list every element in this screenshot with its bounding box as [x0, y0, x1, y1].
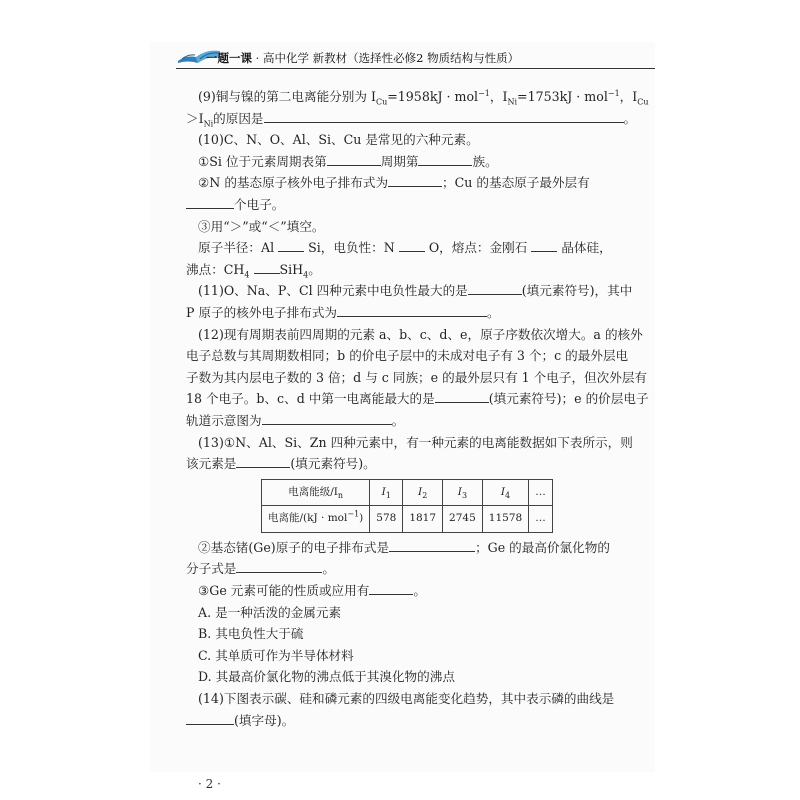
- table-value-i3: 2745: [443, 506, 483, 533]
- q10-cu-electrons-blank[interactable]: [186, 195, 234, 209]
- q10-s4a: 原子半径：Al: [198, 240, 275, 256]
- q13-s3b: 。: [413, 583, 426, 599]
- q9-line2: $>I_{Ni}$的原因是 。: [186, 110, 637, 129]
- i1-sub: 1: [385, 490, 391, 500]
- q13-s2d: 。: [322, 561, 335, 577]
- q9-sub-cu: Cu: [375, 97, 388, 107]
- table-header-i4: [482, 479, 528, 506]
- header-book-title: 高中化学 新教材（选择性必修2 物质结构与性质）: [262, 51, 520, 65]
- q10-s5b: SiH: [279, 261, 304, 277]
- table-header-i2: [403, 479, 443, 506]
- i2-sub: 2: [422, 490, 428, 500]
- book-page: [150, 42, 655, 791]
- q13-l1: (13)①N、Al、Si、Zn 四种元素中，有一种元素的电离能数据如下表所示，则: [198, 434, 633, 450]
- q10-s4d: 晶体硅，: [561, 240, 612, 256]
- q10-s1: [186, 151, 655, 173]
- q13-properties-blank[interactable]: [369, 581, 413, 595]
- q9-text: (9)铜与镍的第二电离能分别为 I: [198, 89, 376, 104]
- q11-d: 。: [487, 304, 500, 320]
- table-row: [262, 479, 553, 506]
- table-label-sub: n: [337, 490, 344, 500]
- q10-s1b: 周期第: [380, 153, 419, 169]
- table-value-i1: 578: [370, 506, 403, 533]
- q13-formula-blank[interactable]: [236, 559, 322, 573]
- i2-symbol: I: [418, 485, 423, 498]
- q9-value-ni: =1753kJ · mol: [517, 89, 608, 104]
- table-header-i3: [443, 479, 483, 506]
- q13-option-a: A. 是一种活泼的金属元素: [198, 604, 342, 620]
- q14-l2: [186, 710, 655, 732]
- q11-line2: [186, 302, 655, 324]
- q10-s2: [186, 172, 655, 194]
- q11-p-config-blank[interactable]: [337, 303, 487, 317]
- q12-l3: 子数为其内层电子数的 3 倍；d 与 c 同族；e 的最外层只有 1 个电子，但次外层有: [186, 369, 648, 385]
- table-value-ellipsis: …: [529, 506, 553, 533]
- q12-l5b: 。: [391, 412, 405, 428]
- q14-l1: (14)下图表示碳、硅和磷元素的四级电离能变化趋势，其中表示磷的曲线是: [198, 691, 615, 707]
- q13-ge-config-blank[interactable]: [389, 538, 475, 552]
- i3-symbol: I: [457, 485, 462, 498]
- q14-l2-text: (填字母)。: [234, 712, 295, 728]
- q13-s2: [186, 537, 655, 559]
- page-number: · 2 ·: [198, 777, 221, 791]
- q9-line1: [186, 86, 655, 108]
- q11-a: (11)O、Na、P、Cl 四种元素中电负性最大的是: [198, 283, 468, 299]
- i4-sub: 4: [505, 490, 511, 500]
- question-content: [186, 86, 655, 731]
- q12-l1: (12)现有周期表前四周期的元素 a、b、c、d、e，原子序数依次增大。a 的核外: [198, 326, 643, 342]
- q9-sub-cu2: Cu: [637, 97, 649, 107]
- q9-sup2: −1: [607, 88, 620, 98]
- q9-tail: ，I: [619, 89, 638, 104]
- table-value-label: [262, 506, 370, 533]
- q12-l4a: 18 个电子。b、c、d 中第一电离能最大的是: [186, 391, 435, 407]
- value-label-text: 电离能/(kJ · mol: [268, 512, 348, 525]
- q10-group-blank[interactable]: [418, 152, 472, 166]
- q10-s5a: 沸点：CH: [186, 261, 245, 277]
- value-label-sup: −1: [347, 509, 360, 519]
- table-row: [262, 506, 553, 533]
- q13-s3a: ③Ge 元素可能的性质或应用有: [198, 583, 370, 599]
- q12-l5a: 轨道示意图为: [186, 412, 262, 428]
- q11-b: (填元素符号)，其中: [521, 283, 633, 299]
- q10-intro: (10)C、N、O、Al、Si、Cu 是常见的六种元素。: [198, 132, 479, 148]
- q9-reason: 的原因是: [213, 110, 264, 126]
- q9-compare: ＞I: [186, 110, 204, 126]
- q12-l4: [186, 388, 655, 410]
- q10-s3: ③用“＞”或“＜”填空。: [198, 218, 325, 234]
- q10-s2b: ；Cu 的基态原子最外层有: [442, 175, 590, 191]
- q13-element-blank[interactable]: [236, 454, 290, 468]
- q10-s1c: 族。: [472, 153, 498, 169]
- i1-symbol: I: [381, 485, 386, 498]
- value-label-end: ): [359, 512, 364, 525]
- q10-electronegativity-blank[interactable]: [399, 238, 425, 252]
- q10-n-config-blank[interactable]: [388, 173, 442, 187]
- q10-boiling-blank[interactable]: [254, 260, 280, 274]
- q10-s4: [186, 237, 655, 259]
- q10-s5c: 。: [308, 261, 321, 277]
- i3-sub: 3: [461, 490, 468, 500]
- q13-s2a: ②基态锗(Ge)原子的电子排布式是: [198, 539, 390, 555]
- header-series: 一题一课: [206, 51, 252, 65]
- q11-line1: [186, 280, 655, 302]
- q9-answer-blank[interactable]: [264, 109, 624, 123]
- q10-radius-blank[interactable]: [278, 238, 304, 252]
- q13-option-c: C. 其单质可作为半导体材料: [198, 647, 354, 663]
- q10-s4c: O，熔点：金刚石: [428, 240, 528, 256]
- q13-l2: [186, 453, 655, 475]
- q10-s5sub2: 4: [303, 270, 309, 280]
- q12-l4b: (填元素符号)；e 的价层电子: [488, 391, 649, 407]
- q11-electronegativity-blank[interactable]: [468, 281, 522, 295]
- i4-symbol: I: [500, 485, 506, 498]
- q14-curve-blank[interactable]: [186, 711, 234, 725]
- q13-s2b: ；Ge 的最高价氯化物的: [475, 539, 610, 555]
- q11-c: P 原子的核外电子排布式为: [186, 304, 338, 320]
- q10-s4b: Si，电负性：N: [308, 240, 395, 256]
- table-header-ellipsis: …: [529, 479, 553, 506]
- q13-s2-cont: [186, 558, 655, 580]
- q10-s2-cont: [186, 194, 655, 216]
- q10-s2c: 个电子。: [234, 196, 285, 212]
- q9-sup1: −1: [478, 88, 490, 98]
- q13-option-d: D. 其最高价氯化物的沸点低于其溴化物的沸点: [198, 669, 455, 685]
- page-header: [150, 42, 655, 70]
- q13-l2b: (填元素符号)。: [290, 456, 376, 472]
- header-title: 一题一课 · 高中化学 新教材（选择性必修2 物质结构与性质）: [206, 51, 520, 65]
- q12-l5: [186, 410, 655, 432]
- header-rule: [176, 68, 655, 69]
- q10-s1a: ①Si 位于元素周期表第: [198, 153, 327, 169]
- q12-l2: 电子总数与其周期数相同；b 的价电子层中的未成对电子有 3 个；c 的最外层电: [186, 348, 629, 364]
- q13-s2c: 分子式是: [186, 561, 237, 577]
- q9-value-cu: =1958kJ · mol: [387, 89, 479, 104]
- q10-s5: [186, 259, 655, 281]
- q9-sub-ni2: Ni: [203, 119, 214, 129]
- q12-orbital-diagram-blank[interactable]: [262, 411, 392, 425]
- table-value-i2: 1817: [403, 506, 443, 533]
- q12-first-ionization-blank[interactable]: [435, 389, 489, 403]
- q9-sep: ，I: [489, 89, 508, 104]
- q10-melting-blank[interactable]: [531, 238, 557, 252]
- ionization-energy-table: [261, 479, 553, 533]
- q10-s2a: ②N 的基态原子核外电子排布式为: [198, 175, 389, 191]
- q13-option-b: B. 其电负性大于硫: [198, 626, 304, 642]
- table-label-text: 电离能级/I: [288, 485, 338, 498]
- ionization-table-wrap: [261, 479, 655, 533]
- q10-period-blank[interactable]: [327, 152, 381, 166]
- table-header-i1: [370, 479, 403, 506]
- q13-s3: [186, 580, 655, 602]
- table-header-label: [262, 479, 370, 506]
- q10-s5sub: 4: [244, 270, 250, 280]
- q13-l2a: 该元素是: [186, 456, 237, 472]
- table-value-i4: 11578: [482, 506, 528, 533]
- q9-sub-ni: Ni: [507, 97, 518, 107]
